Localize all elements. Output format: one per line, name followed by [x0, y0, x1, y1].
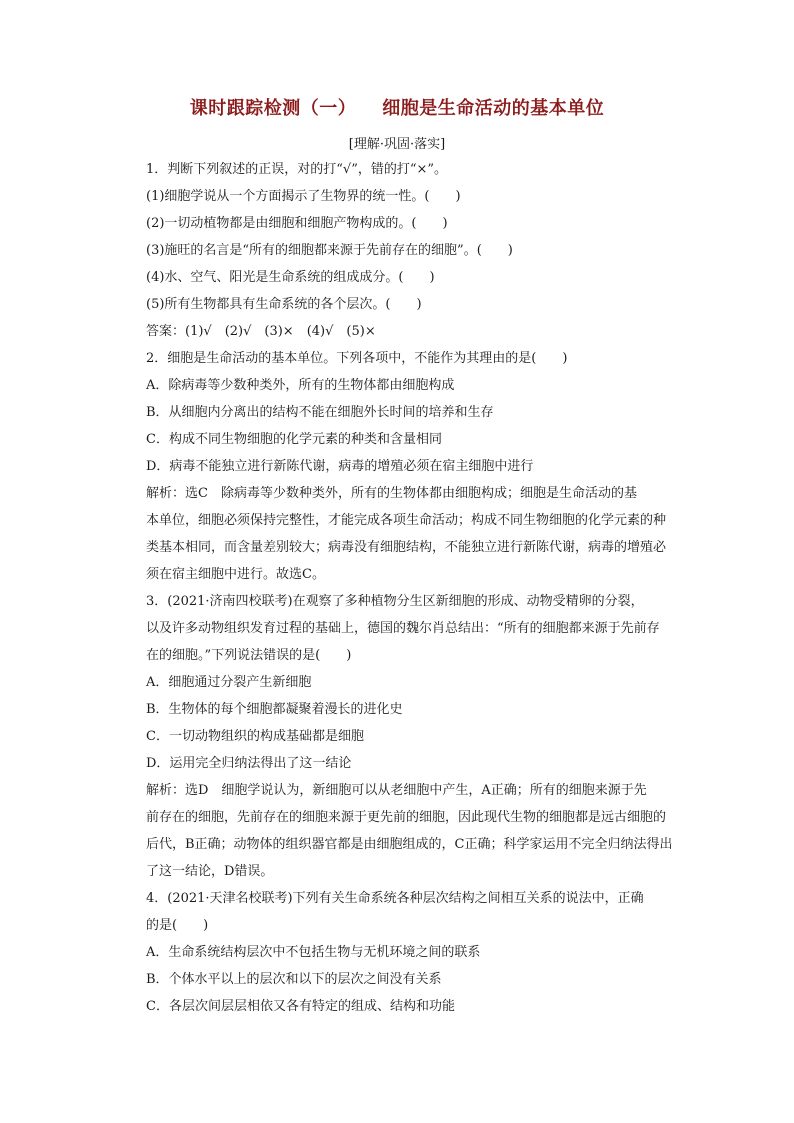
q1-item-5: (5)所有生物都具有生命系统的各个层次。( ) [146, 297, 422, 312]
q3-option-c: C．一切动物组织的构成基础都是细胞 [146, 729, 364, 744]
q3-option-d: D．运用完全归纳法得出了这一结论 [146, 756, 352, 771]
q3-analysis-line-1: 解析：选D 细胞学说认为，新细胞可以从老细胞中产生，A正确；所有的细胞来源于先 [146, 783, 647, 798]
q4-stem-line-2: 的是( ) [146, 918, 209, 933]
q2-analysis-line-2: 本单位，细胞必须保持完整性，才能完成各项生命活动；构成不同生物细胞的化学元素的种 [146, 513, 667, 528]
q2-stem: 2．细胞是生命活动的基本单位。下列各项中，不能作为其理由的是( ) [146, 351, 568, 366]
q2-option-d: D．病毒不能独立进行新陈代谢，病毒的增殖必须在宿主细胞中进行 [146, 459, 534, 474]
q2-option-b: B．从细胞内分离出的结构不能在细胞外长时间的培养和生存 [146, 405, 494, 420]
q3-stem-line-2: 以及许多动物组织发育过程的基础上，德国的魏尔肖总结出：“所有的细胞都来源于先前存 [146, 621, 660, 636]
q1-item-4: (4)水、空气、阳光是生命系统的组成成分。( ) [146, 270, 435, 285]
q3-analysis-line-4: 了这一结论，D错误。 [146, 864, 274, 879]
q2-analysis-line-3: 类基本相同，而含量差别较大；病毒没有细胞结构，不能独立进行新陈代谢，病毒的增殖必 [146, 540, 667, 555]
q3-analysis-line-2: 前存在的细胞，先前存在的细胞来源于更先前的细胞，因此现代生物的细胞都是远古细胞的 [146, 810, 667, 825]
q2-analysis-line-4: 须在宿主细胞中进行。故选C。 [146, 567, 325, 582]
title-part1: 课时跟踪检测（一） [189, 98, 357, 119]
q3-option-a: A．细胞通过分裂产生新细胞 [146, 675, 312, 690]
q1-item-3: (3)施旺的名言是“所有的细胞都来源于先前存在的细胞”。( ) [146, 243, 513, 258]
q1-stem: 1．判断下列叙述的正误，对的打“√”，错的打“×”。 [146, 162, 448, 177]
section-subtitle: [理解·巩固·落实] [348, 137, 446, 152]
document-content [146, 156, 673, 1020]
q2-option-a: A．除病毒等少数种类外，所有的生物体都由细胞构成 [146, 378, 455, 393]
q3-stem-line-3: 在的细胞。”下列说法错误的是( ) [146, 648, 352, 663]
q2-option-c: C．构成不同生物细胞的化学元素的种类和含量相同 [146, 432, 442, 447]
q4-stem-line-1: 4．(2021·天津名校联考)下列有关生命系统各种层次结构之间相互关系的说法中，正确 [146, 891, 644, 906]
q1-answer: 答案：(1)√ (2)√ (3)× (4)√ (5)× [146, 324, 376, 339]
q4-option-a: A．生命系统结构层次中不包括生物与无机环境之间的联系 [146, 945, 481, 960]
q3-stem-line-1: 3．(2021·济南四校联考)在观察了多种植物分生区新细胞的形成、动物受精卵的分裂， [146, 594, 644, 609]
q2-analysis-line-1: 解析：选C 除病毒等少数种类外，所有的生物体都由细胞构成；细胞是生命活动的基 [146, 486, 637, 501]
q3-option-b: B．生物体的每个细胞都凝聚着漫长的进化史 [146, 702, 403, 717]
q1-item-2: (2)一切动植物都是由细胞和细胞产物构成的。( ) [146, 216, 448, 231]
q4-option-b: B．个体水平以上的层次和以下的层次之间没有关系 [146, 972, 442, 987]
q3-analysis-line-3: 后代，B正确；动物体的组织器官都是由细胞组成的，C正确；科学家运用不完全归纳法得出 [146, 837, 673, 852]
title-part2: 细胞是生命活动的基本单位 [382, 98, 605, 119]
q4-option-c: C．各层次间层层相依又各有特定的组成、结构和功能 [146, 999, 455, 1014]
q1-item-1: (1)细胞学说从一个方面揭示了生物界的统一性。( ) [146, 189, 461, 204]
page-title [0, 94, 794, 120]
